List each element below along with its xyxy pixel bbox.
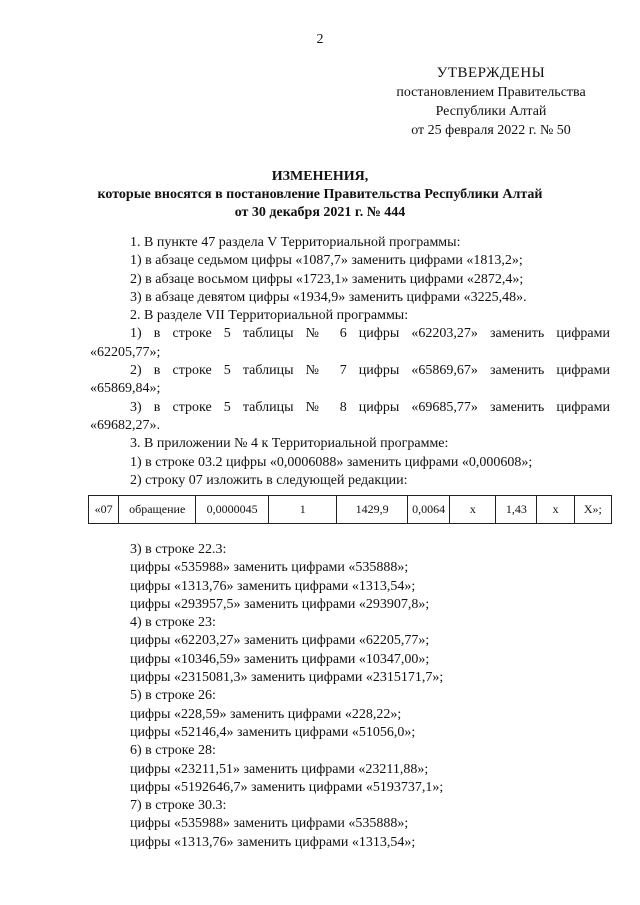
- replacement-table: [88, 495, 612, 524]
- list-item: цифры «1313,76» заменить цифрами «1313,54»;: [130, 578, 416, 594]
- table-cell: 0,0064: [407, 496, 450, 524]
- approval-block: [360, 64, 622, 140]
- document-title: [0, 168, 640, 222]
- page-number: 2: [316, 32, 324, 47]
- table-row: [89, 496, 612, 524]
- approval-line: от 25 февраля 2022 г. № 50: [411, 123, 571, 138]
- paragraph: 3. В приложении № 4 к Территориальной программе:: [130, 436, 449, 452]
- table-cell: 1: [268, 496, 336, 524]
- paragraph: 1) в строке 03.2 цифры «0,0006088» заменить цифрами «0,000608»;: [130, 454, 533, 470]
- list-item: цифры «23211,51» заменить цифрами «23211,88»;: [130, 761, 429, 777]
- paragraph: 2) в строке 5 таблицы № 7 цифры «65869,67» заменить цифрами: [130, 363, 610, 379]
- list-item: цифры «1313,76» заменить цифрами «1313,54»;: [130, 834, 416, 850]
- list-item: цифры «62203,27» заменить цифрами «62205,77»;: [130, 633, 430, 649]
- changes-list: [130, 541, 610, 852]
- approval-heading: УТВЕРЖДЕНЫ: [436, 65, 546, 81]
- list-item: цифры «10346,59» заменить цифрами «10347,00»;: [130, 651, 430, 667]
- paragraph-continuation: «65869,84»;: [90, 381, 161, 397]
- list-item: цифры «535988» заменить цифрами «535888»;: [130, 816, 409, 832]
- table-cell: 1429,9: [337, 496, 407, 524]
- paragraph: 1) в абзаце седьмом цифры «1087,7» заменить цифрами «1813,2»;: [130, 253, 523, 269]
- paragraph-continuation: «62205,77»;: [90, 344, 161, 360]
- table-cell: х: [537, 496, 574, 524]
- list-item: цифры «2315081,3» заменить цифрами «2315171,7»;: [130, 670, 444, 686]
- list-item: цифры «228,59» заменить цифрами «228,22»;: [130, 706, 402, 722]
- table-cell: х: [450, 496, 496, 524]
- paragraph-continuation: «69682,27».: [90, 417, 160, 433]
- list-item: цифры «52146,4» заменить цифрами «51056,0»;: [130, 724, 416, 740]
- paragraph: 3) в абзаце девятом цифры «1934,9» заменить цифрами «3225,48».: [130, 289, 527, 305]
- paragraph: 1) в строке 5 таблицы № 6 цифры «62203,27» заменить цифрами: [130, 326, 610, 342]
- paragraph: 2) строку 07 изложить в следующей редакции:: [130, 472, 408, 488]
- table-cell: Х»;: [574, 496, 611, 524]
- list-item: цифры «5192646,7» заменить цифрами «5193737,1»;: [130, 779, 444, 795]
- table-cell: 1,43: [496, 496, 537, 524]
- list-item: 5) в строке 26:: [130, 688, 216, 704]
- list-item: 6) в строке 28:: [130, 743, 216, 759]
- list-item: 3) в строке 22.3:: [130, 542, 227, 557]
- paragraph: 2. В разделе VII Территориальной программы:: [130, 308, 409, 324]
- table-cell: 0,0000045: [196, 496, 269, 524]
- list-item: 7) в строке 30.3:: [130, 798, 227, 814]
- paragraph: 2) в абзаце восьмом цифры «1723,1» заменить цифрами «2872,4»;: [130, 271, 524, 287]
- approval-line: Республики Алтай: [435, 104, 547, 119]
- title-line: которые вносятся в постановление Правительства Республики Алтай: [97, 187, 543, 202]
- title-line: ИЗМЕНЕНИЯ,: [271, 169, 369, 184]
- approval-line: постановлением Правительства: [396, 85, 586, 100]
- paragraph: 3) в строке 5 таблицы № 8 цифры «69685,77» заменить цифрами: [130, 399, 610, 415]
- title-line: от 30 декабря 2021 г. № 444: [234, 205, 406, 220]
- table-cell: «07: [89, 496, 119, 524]
- document-body: [90, 234, 610, 490]
- list-item: цифры «293957,5» заменить цифрами «293907,8»;: [130, 596, 430, 612]
- paragraph: 1. В пункте 47 раздела V Территориальной программы:: [130, 235, 461, 250]
- list-item: цифры «535988» заменить цифрами «535888»;: [130, 560, 409, 576]
- list-item: 4) в строке 23:: [130, 615, 216, 631]
- table-cell: обращение: [119, 496, 196, 524]
